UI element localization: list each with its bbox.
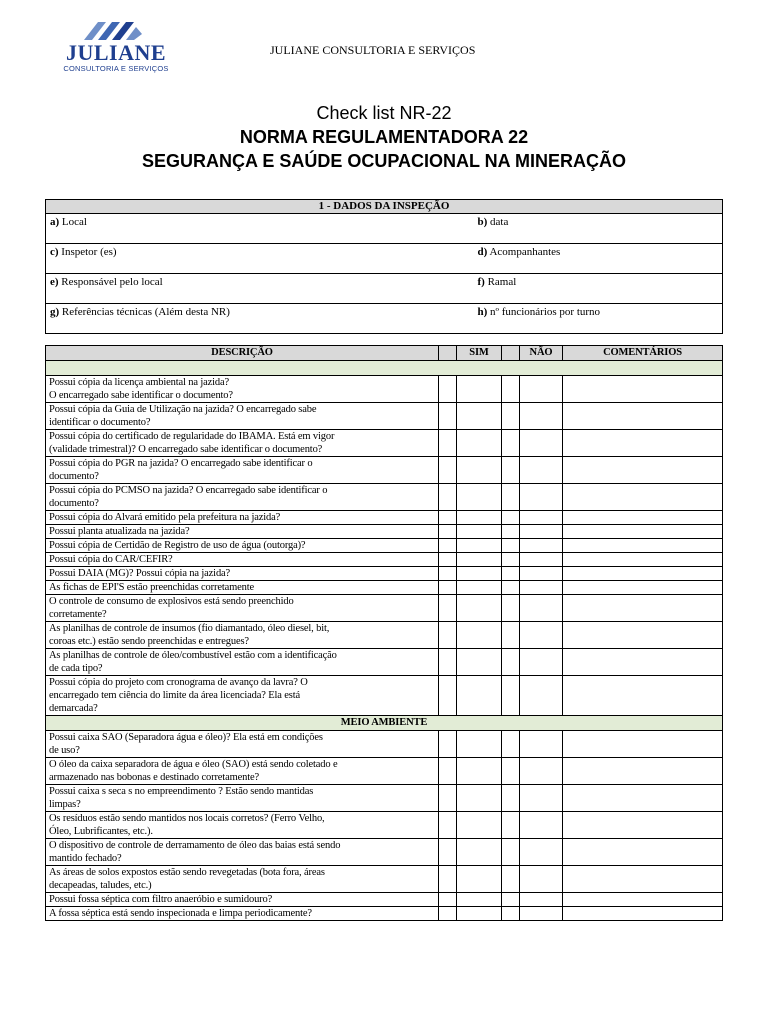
- checkbox-sim[interactable]: [439, 907, 457, 921]
- comment-cell[interactable]: [563, 893, 723, 907]
- checkbox-sim[interactable]: [439, 511, 457, 525]
- comment-cell[interactable]: [563, 785, 723, 812]
- answer-sim[interactable]: [457, 430, 502, 457]
- section-row-meio-ambiente: [46, 716, 723, 731]
- answer-sim[interactable]: [457, 785, 502, 812]
- checklist-header-row: [46, 346, 723, 361]
- comment-cell[interactable]: [563, 907, 723, 921]
- table-row: [46, 553, 723, 567]
- checkbox-nao[interactable]: [502, 511, 520, 525]
- answer-nao[interactable]: [520, 525, 563, 539]
- table-row: [46, 376, 723, 403]
- answer-nao[interactable]: [520, 539, 563, 553]
- item-description: [46, 403, 439, 430]
- description-line: O dispositivo de controle de derramamento de óleo das baias está sendo: [49, 840, 341, 851]
- description-line: Possui DAIA (MG)? Possui cópia na jazida?: [49, 568, 231, 579]
- table-row: [46, 403, 723, 430]
- field-data[interactable]: [474, 214, 723, 244]
- checklist-table: [45, 345, 723, 921]
- field-label: Referências técnicas (Além desta NR): [61, 306, 230, 318]
- section-heading: MEIO AMBIENTE: [46, 716, 723, 731]
- column-spacer: [502, 346, 520, 361]
- answer-sim[interactable]: [457, 457, 502, 484]
- comment-cell[interactable]: [563, 595, 723, 622]
- checkbox-nao[interactable]: [502, 758, 520, 785]
- checkbox-sim[interactable]: [439, 553, 457, 567]
- answer-nao[interactable]: [520, 511, 563, 525]
- description-line: de cada tipo?: [49, 663, 103, 674]
- table-row: [46, 839, 723, 866]
- answer-sim[interactable]: [457, 567, 502, 581]
- checkbox-sim[interactable]: [439, 581, 457, 595]
- description-line: documento?: [49, 498, 99, 509]
- description-line: Possui planta atualizada na jazida?: [49, 526, 190, 537]
- field-local[interactable]: [46, 214, 474, 244]
- item-description: [46, 525, 439, 539]
- comment-cell[interactable]: [563, 484, 723, 511]
- answer-nao[interactable]: [520, 907, 563, 921]
- answer-nao[interactable]: [520, 430, 563, 457]
- checkbox-nao[interactable]: [502, 866, 520, 893]
- answer-nao[interactable]: [520, 839, 563, 866]
- answer-sim[interactable]: [457, 595, 502, 622]
- answer-sim[interactable]: [457, 866, 502, 893]
- item-description: [46, 430, 439, 457]
- description-line: Possui cópia do projeto com cronograma de avanço da lavra? O: [49, 677, 308, 688]
- comment-cell[interactable]: [563, 866, 723, 893]
- table-row: [46, 785, 723, 812]
- table-row: [46, 649, 723, 676]
- checkbox-sim[interactable]: [439, 866, 457, 893]
- answer-nao[interactable]: [520, 731, 563, 758]
- checkbox-sim[interactable]: [439, 622, 457, 649]
- comment-cell[interactable]: [563, 758, 723, 785]
- description-line: Possui cópia da licença ambiental na jazida?: [49, 377, 229, 388]
- answer-nao[interactable]: [520, 403, 563, 430]
- item-description: [46, 731, 439, 758]
- checkbox-nao[interactable]: [502, 649, 520, 676]
- checkbox-sim[interactable]: [439, 785, 457, 812]
- checkbox-sim[interactable]: [439, 758, 457, 785]
- description-line: Possui caixa s seca s no empreendimento ? Estão sendo mantidas: [49, 786, 314, 797]
- checkbox-nao[interactable]: [502, 785, 520, 812]
- description-line: armazenado nas bobonas e destinado corretamente?: [49, 772, 259, 783]
- checkbox-sim[interactable]: [439, 376, 457, 403]
- comment-cell[interactable]: [563, 525, 723, 539]
- answer-nao[interactable]: [520, 812, 563, 839]
- item-description: [46, 812, 439, 839]
- description-line: mantido fechado?: [49, 853, 122, 864]
- description-line: Possui caixa SAO (Separadora água e óleo)? Ela está em condições: [49, 732, 323, 743]
- field-label: Acompanhantes: [489, 246, 561, 258]
- table-row: [46, 484, 723, 511]
- column-nao: NÃO: [520, 346, 563, 361]
- field-label: Ramal: [487, 276, 517, 288]
- checkbox-sim[interactable]: [439, 567, 457, 581]
- table-row: [46, 866, 723, 893]
- description-line: identificar o documento?: [49, 417, 151, 428]
- comment-cell[interactable]: [563, 622, 723, 649]
- table-row: [46, 457, 723, 484]
- checkbox-sim[interactable]: [439, 430, 457, 457]
- description-line: documento?: [49, 471, 99, 482]
- checkbox-sim[interactable]: [439, 595, 457, 622]
- answer-nao[interactable]: [520, 567, 563, 581]
- comment-cell[interactable]: [563, 376, 723, 403]
- item-description: [46, 567, 439, 581]
- logo-subtitle: CONSULTORIA E SERVIÇOS: [63, 64, 169, 73]
- comment-cell[interactable]: [563, 457, 723, 484]
- answer-sim[interactable]: [457, 553, 502, 567]
- description-line: demarcada?: [49, 703, 98, 714]
- checkbox-sim[interactable]: [439, 676, 457, 716]
- field-label: Responsável pelo local: [61, 276, 163, 288]
- answer-nao[interactable]: [520, 893, 563, 907]
- field-label: Inspetor (es): [61, 246, 117, 258]
- table-row: [46, 525, 723, 539]
- checkbox-nao[interactable]: [502, 403, 520, 430]
- description-line: (validade trimestral)? O encarregado sabe identificar o documento?: [49, 444, 323, 455]
- table-row: [46, 595, 723, 622]
- comment-cell[interactable]: [563, 553, 723, 567]
- checkbox-sim[interactable]: [439, 839, 457, 866]
- field-key: f): [477, 276, 485, 288]
- field-key: g): [50, 306, 60, 318]
- description-line: Possui cópia do certificado de regularidade do IBAMA. Está em vigor: [49, 431, 335, 442]
- field-ramal[interactable]: [474, 274, 723, 304]
- column-sim: SIM: [457, 346, 502, 361]
- checkbox-sim[interactable]: [439, 649, 457, 676]
- table-row: [46, 893, 723, 907]
- field-key: b): [477, 216, 488, 228]
- answer-nao[interactable]: [520, 581, 563, 595]
- checkbox-nao[interactable]: [502, 907, 520, 921]
- description-line: Possui cópia do Alvará emitido pela prefeitura na jazida?: [49, 512, 281, 523]
- description-line: O controle de consumo de explosivos está sendo preenchido: [49, 596, 294, 607]
- description-line: encarregado tem ciência do limite da área licenciada? Ela está: [49, 690, 301, 701]
- answer-nao[interactable]: [520, 649, 563, 676]
- answer-nao[interactable]: [520, 595, 563, 622]
- description-line: As planilhas de controle de óleo/combustível estão com a identificação: [49, 650, 337, 661]
- logo-name: JULIANE: [65, 40, 167, 65]
- document-subtitle: NORMA REGULAMENTADORA 22: [239, 127, 529, 147]
- description-line: Possui cópia do CAR/CEFIR?: [49, 554, 173, 565]
- field-key: h): [477, 306, 488, 318]
- item-description: [46, 553, 439, 567]
- checkbox-nao[interactable]: [502, 622, 520, 649]
- field-referencias[interactable]: [46, 304, 474, 334]
- table-row: [46, 430, 723, 457]
- item-description: [46, 785, 439, 812]
- section-row-blank: [46, 361, 723, 376]
- checkbox-nao[interactable]: [502, 525, 520, 539]
- checkbox-nao[interactable]: [502, 893, 520, 907]
- table-row: [46, 622, 723, 649]
- company-name: JULIANE CONSULTORIA E SERVIÇOS: [270, 43, 476, 57]
- table-row: [46, 758, 723, 785]
- checkbox-sim[interactable]: [439, 484, 457, 511]
- description-line: Óleo, Lubrificantes, etc.).: [49, 826, 153, 837]
- checkbox-sim[interactable]: [439, 539, 457, 553]
- answer-sim[interactable]: [457, 622, 502, 649]
- checkbox-nao[interactable]: [502, 567, 520, 581]
- checkbox-nao[interactable]: [502, 731, 520, 758]
- description-line: limpas?: [49, 799, 81, 810]
- column-descricao: DESCRIÇÃO: [46, 346, 439, 361]
- field-label: Local: [61, 216, 87, 228]
- answer-sim[interactable]: [457, 812, 502, 839]
- answer-sim[interactable]: [457, 731, 502, 758]
- item-description: [46, 907, 439, 921]
- table-row: [46, 907, 723, 921]
- answer-nao[interactable]: [520, 484, 563, 511]
- field-funcionarios[interactable]: [474, 304, 723, 334]
- comment-cell[interactable]: [563, 839, 723, 866]
- answer-sim[interactable]: [457, 525, 502, 539]
- table-row: [46, 539, 723, 553]
- checkbox-nao[interactable]: [502, 676, 520, 716]
- comment-cell[interactable]: [563, 430, 723, 457]
- field-key: a): [50, 216, 60, 228]
- inspection-data-table: [45, 199, 723, 334]
- answer-nao[interactable]: [520, 785, 563, 812]
- answer-nao[interactable]: [520, 866, 563, 893]
- item-description: [46, 457, 439, 484]
- item-description: [46, 893, 439, 907]
- checkbox-nao[interactable]: [502, 539, 520, 553]
- checkbox-nao[interactable]: [502, 581, 520, 595]
- description-line: Possui fossa séptica com filtro anaeróbio e sumidouro?: [49, 894, 273, 905]
- roof-logo-icon: [84, 18, 148, 40]
- item-description: [46, 595, 439, 622]
- checkbox-sim[interactable]: [439, 457, 457, 484]
- comment-cell[interactable]: [563, 676, 723, 716]
- description-line: As áreas de solos expostos estão sendo revegetadas (bota fora, áreas: [49, 867, 325, 878]
- item-description: [46, 866, 439, 893]
- company-logo: [60, 18, 172, 76]
- answer-sim[interactable]: [457, 376, 502, 403]
- description-line: coroas etc.) estão sendo preenchidas e entregues?: [49, 636, 249, 647]
- table-row: [46, 731, 723, 758]
- inspection-heading: 1 - DADOS DA INSPEÇÃO: [46, 200, 723, 214]
- field-acompanhantes[interactable]: [474, 244, 723, 274]
- answer-nao[interactable]: [520, 553, 563, 567]
- field-label: nº funcionários por turno: [490, 306, 601, 318]
- comment-cell[interactable]: [563, 567, 723, 581]
- checkbox-nao[interactable]: [502, 376, 520, 403]
- answer-sim[interactable]: [457, 676, 502, 716]
- field-inspetor[interactable]: [46, 244, 474, 274]
- field-key: d): [477, 246, 488, 258]
- checkbox-nao[interactable]: [502, 595, 520, 622]
- answer-sim[interactable]: [457, 511, 502, 525]
- checkbox-nao[interactable]: [502, 553, 520, 567]
- document-title: Check list NR-22: [316, 103, 452, 123]
- field-key: c): [50, 246, 59, 258]
- description-line: As planilhas de controle de insumos (fio diamantado, óleo diesel, bit,: [49, 623, 330, 634]
- answer-sim[interactable]: [457, 758, 502, 785]
- item-description: [46, 676, 439, 716]
- description-line: A fossa séptica está sendo inspecionada e limpa periodicamente?: [49, 908, 312, 919]
- comment-cell[interactable]: [563, 649, 723, 676]
- description-line: Os resíduos estão sendo mantidos nos locais corretos? (Ferro Velho,: [49, 813, 325, 824]
- table-row: [46, 812, 723, 839]
- checkbox-sim[interactable]: [439, 812, 457, 839]
- table-row: [46, 567, 723, 581]
- column-spacer: [439, 346, 457, 361]
- item-description: [46, 758, 439, 785]
- checkbox-nao[interactable]: [502, 812, 520, 839]
- comment-cell[interactable]: [563, 511, 723, 525]
- answer-sim[interactable]: [457, 649, 502, 676]
- item-description: [46, 376, 439, 403]
- checkbox-sim[interactable]: [439, 403, 457, 430]
- description-line: Possui cópia da Guia de Utilização na jazida? O encarregado sabe: [49, 404, 317, 415]
- checkbox-nao[interactable]: [502, 484, 520, 511]
- checkbox-nao[interactable]: [502, 839, 520, 866]
- comment-cell[interactable]: [563, 812, 723, 839]
- description-line: de uso?: [49, 745, 80, 756]
- comment-cell[interactable]: [563, 539, 723, 553]
- description-line: As fichas de EPI'S estão preenchidas corretamente: [49, 582, 255, 593]
- comment-cell[interactable]: [563, 581, 723, 595]
- document-subtitle-2: SEGURANÇA E SAÚDE OCUPACIONAL NA MINERAÇÃO: [141, 151, 627, 171]
- comment-cell[interactable]: [563, 403, 723, 430]
- table-row: [46, 581, 723, 595]
- description-line: Possui cópia do PCMSO na jazida? O encarregado sabe identificar o: [49, 485, 328, 496]
- answer-nao[interactable]: [520, 376, 563, 403]
- item-description: [46, 649, 439, 676]
- comment-cell[interactable]: [563, 731, 723, 758]
- description-line: corretamente?: [49, 609, 107, 620]
- answer-nao[interactable]: [520, 457, 563, 484]
- field-key: e): [50, 276, 59, 288]
- item-description: [46, 484, 439, 511]
- section-heading: [46, 361, 723, 376]
- answer-sim[interactable]: [457, 539, 502, 553]
- answer-sim[interactable]: [457, 839, 502, 866]
- answer-nao[interactable]: [520, 622, 563, 649]
- item-description: [46, 581, 439, 595]
- checkbox-nao[interactable]: [502, 457, 520, 484]
- answer-sim[interactable]: [457, 484, 502, 511]
- field-responsavel[interactable]: [46, 274, 474, 304]
- item-description: [46, 839, 439, 866]
- column-comentarios: COMENTÁRIOS: [563, 346, 723, 361]
- answer-nao[interactable]: [520, 676, 563, 716]
- answer-sim[interactable]: [457, 907, 502, 921]
- answer-sim[interactable]: [457, 893, 502, 907]
- table-row: [46, 676, 723, 716]
- checkbox-sim[interactable]: [439, 525, 457, 539]
- table-row: [46, 511, 723, 525]
- description-line: decapeadas, taludes, etc.): [49, 880, 152, 891]
- item-description: [46, 539, 439, 553]
- description-line: O encarregado sabe identificar o documento?: [49, 390, 233, 401]
- checkbox-sim[interactable]: [439, 893, 457, 907]
- answer-sim[interactable]: [457, 581, 502, 595]
- answer-nao[interactable]: [520, 758, 563, 785]
- item-description: [46, 622, 439, 649]
- checkbox-sim[interactable]: [439, 731, 457, 758]
- item-description: [46, 511, 439, 525]
- field-label: data: [490, 216, 509, 228]
- description-line: Possui cópia do PGR na jazida? O encarregado sabe identificar o: [49, 458, 313, 469]
- description-line: Possui cópia de Certidão de Registro de uso de água (outorga)?: [49, 540, 306, 551]
- answer-sim[interactable]: [457, 403, 502, 430]
- checkbox-nao[interactable]: [502, 430, 520, 457]
- description-line: O óleo da caixa separadora de água e óleo (SAO) está sendo coletado e: [49, 759, 338, 770]
